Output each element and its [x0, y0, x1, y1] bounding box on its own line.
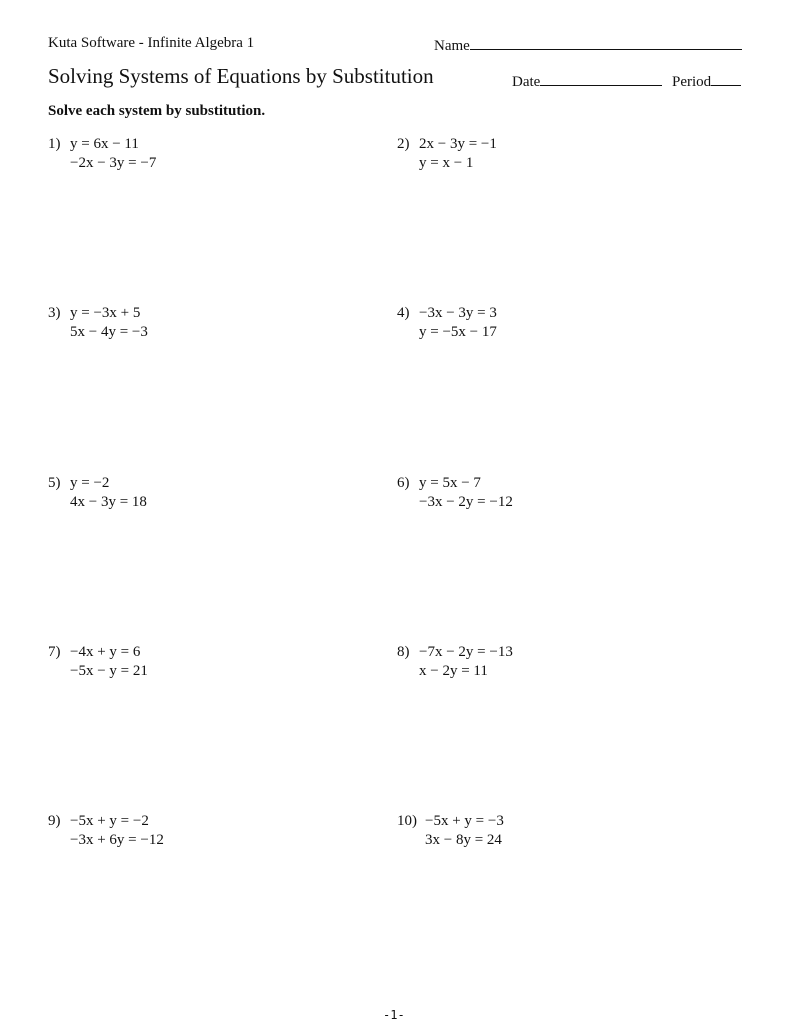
- equation-2: y = −5x − 17: [419, 324, 497, 340]
- date-blank[interactable]: [540, 71, 662, 86]
- problem-number: 3): [48, 305, 61, 321]
- problem-5: [48, 474, 348, 514]
- problem-number: 10): [397, 813, 417, 829]
- equation-2: y = x − 1: [419, 155, 474, 171]
- problem-number: 5): [48, 475, 61, 491]
- problem-8: [397, 643, 697, 683]
- equation-1: −3x − 3y = 3: [419, 305, 497, 321]
- equation-2: 4x − 3y = 18: [70, 494, 147, 510]
- equation-1: y = −2: [70, 475, 110, 491]
- date-label: Date: [512, 74, 541, 90]
- equation-2: −5x − y = 21: [70, 663, 148, 679]
- period-field[interactable]: [672, 71, 741, 91]
- problem-6: [397, 474, 697, 514]
- equation-2: x − 2y = 11: [419, 663, 488, 679]
- name-label: Name: [434, 38, 470, 54]
- problem-1: [48, 135, 348, 175]
- problem-2: [397, 135, 697, 175]
- equation-1: y = −3x + 5: [70, 305, 141, 321]
- problem-7: [48, 643, 348, 683]
- equation-1: −5x + y = −3: [425, 813, 504, 829]
- problem-number: 2): [397, 136, 410, 152]
- name-blank[interactable]: [470, 35, 742, 50]
- equation-1: 2x − 3y = −1: [419, 136, 497, 152]
- equation-1: y = 5x − 7: [419, 475, 481, 491]
- problem-number: 9): [48, 813, 61, 829]
- equation-1: y = 6x − 11: [70, 136, 139, 152]
- problem-number: 1): [48, 136, 61, 152]
- equation-1: −7x − 2y = −13: [419, 644, 513, 660]
- equation-1: −4x + y = 6: [70, 644, 141, 660]
- date-field[interactable]: [512, 71, 662, 91]
- problem-number: 6): [397, 475, 410, 491]
- problem-4: [397, 304, 697, 344]
- software-label: Kuta Software - Infinite Algebra 1: [48, 35, 255, 51]
- problem-number: 8): [397, 644, 410, 660]
- problem-number: 7): [48, 644, 61, 660]
- period-label: Period: [672, 74, 712, 90]
- instructions: Solve each system by substitution.: [48, 103, 266, 119]
- equation-2: −3x + 6y = −12: [70, 832, 164, 848]
- page-title: Solving Systems of Equations by Substitution: [48, 64, 434, 88]
- problem-3: [48, 304, 348, 344]
- period-blank[interactable]: [711, 71, 741, 86]
- equation-1: −5x + y = −2: [70, 813, 149, 829]
- equation-2: −3x − 2y = −12: [419, 494, 513, 510]
- page-number: -1-: [383, 1008, 405, 1022]
- equation-2: −2x − 3y = −7: [70, 155, 157, 171]
- name-field[interactable]: [434, 35, 742, 55]
- problem-9: [48, 812, 348, 852]
- problem-number: 4): [397, 305, 410, 321]
- equation-2: 3x − 8y = 24: [425, 832, 502, 848]
- equation-2: 5x − 4y = −3: [70, 324, 148, 340]
- problem-10: [397, 812, 697, 852]
